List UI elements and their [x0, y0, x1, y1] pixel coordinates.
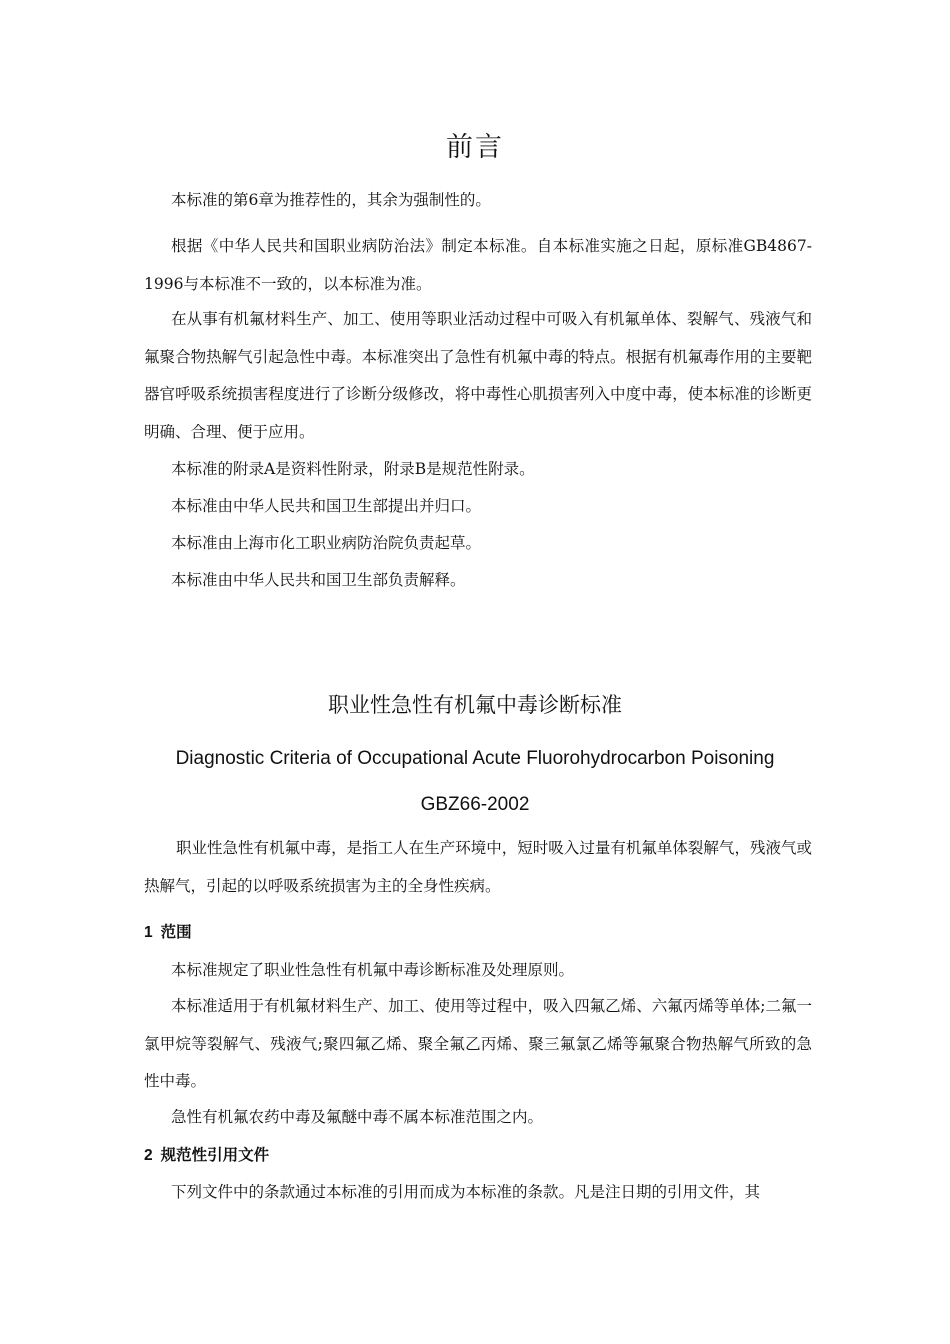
preface-paragraph: 在从事有机氟材料生产、加工、使用等职业活动过程中可吸入有机氟单体、裂解气、残液气和氟聚合物热解气引起急性中毒。本标准突出了急性有机氟中毒的特点。根据有机氟毒作用的主要靶器官呼吸系统损害程度进行了诊断分级修改，将中毒性心肌损害列入中度中毒，使本标准的诊断更明确、合理、便于应用。: [144, 310, 812, 441]
section-heading: [144, 1144, 269, 1168]
document-title-en: Diagnostic Criteria of Occupational Acute Fluorohydrocarbon Poisoning: [175, 748, 775, 769]
section-paragraph: 本标准规定了职业性急性有机氟中毒诊断标准及处理原则。: [171, 961, 575, 979]
document-title-cn: 职业性急性有机氟中毒诊断标准: [328, 694, 622, 717]
section-paragraph: 本标准适用于有机氟材料生产、加工、使用等过程中，吸入四氟乙烯、六氟丙烯等单体;二氟一氯甲烷等裂解气、残液气;聚四氟乙烯、聚全氟乙丙烯、聚三氟氯乙烯等氟聚合物热解气所致的急性中毒。: [144, 997, 812, 1090]
section-paragraph: 下列文件中的条款通过本标准的引用而成为本标准的条款。凡是注日期的引用文件，其: [171, 1183, 761, 1201]
section-number: 2: [144, 1147, 153, 1164]
preface-paragraph: 根据《中华人民共和国职业病防治法》制定本标准。自本标准实施之日起，原标准GB4867-1996与本标准不一致的，以本标准为准。: [144, 237, 812, 293]
section-number: 1: [144, 924, 153, 941]
section-paragraph: 急性有机氟农药中毒及氟醚中毒不属本标准范围之内。: [171, 1108, 544, 1126]
preface-paragraph: 本标准的第6章为推荐性的，其余为强制性的。: [171, 191, 491, 209]
document-intro: 职业性急性有机氟中毒，是指工人在生产环境中，短时吸入过量有机氟单体裂解气，残液气或热解气，引起的以呼吸系统损害为主的全身性疾病。: [144, 839, 812, 895]
document-code: GBZ66-2002: [420, 794, 530, 815]
preface-paragraph: 本标准的附录A是资料性附录，附录B是规范性附录。: [171, 460, 535, 478]
preface-paragraph: 本标准由上海市化工职业病防治院负责起草。: [171, 534, 482, 552]
preface-title: 前言: [446, 132, 504, 163]
preface-paragraph: 本标准由中华人民共和国卫生部负责解释。: [171, 571, 466, 589]
preface-paragraph: 本标准由中华人民共和国卫生部提出并归口。: [171, 497, 482, 515]
section-title: 范围: [160, 924, 192, 941]
section-heading: [144, 921, 192, 945]
section-title: 规范性引用文件: [160, 1147, 270, 1164]
